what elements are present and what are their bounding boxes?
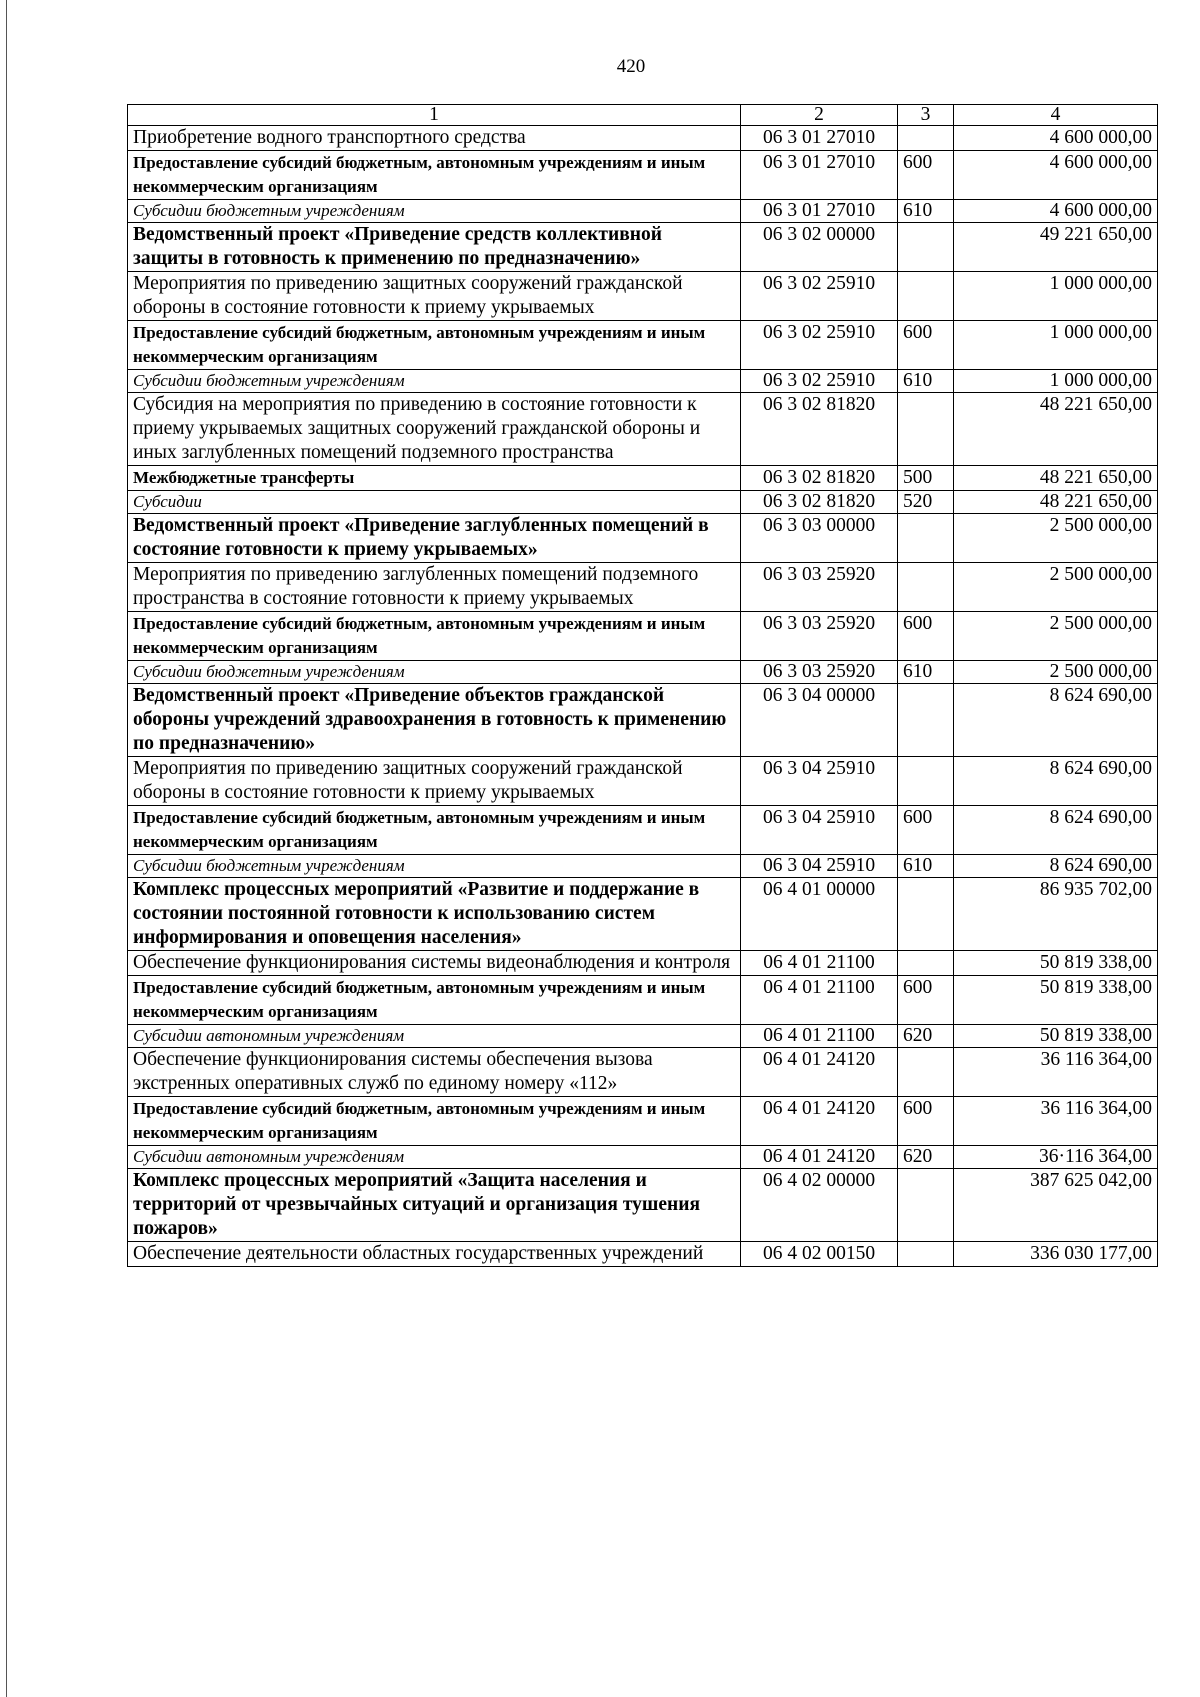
row-vr-cell: 610 [898, 855, 954, 878]
table-row [128, 1242, 1158, 1267]
table-row [128, 370, 1158, 393]
column-header-amount: 4 [954, 105, 1158, 126]
table-row [128, 491, 1158, 514]
row-code-cell: 06 3 04 25910 [741, 806, 898, 855]
row-code-cell: 06 4 01 21100 [741, 1025, 898, 1048]
row-code-cell: 06 3 02 00000 [741, 223, 898, 272]
row-code-cell: 06 4 02 00000 [741, 1169, 898, 1242]
table-row [128, 951, 1158, 976]
row-amount-cell: 36 116 364,00 [954, 1048, 1158, 1097]
row-vr-cell: 520 [898, 491, 954, 514]
row-code-cell: 06 3 04 25910 [741, 855, 898, 878]
table-row [128, 612, 1158, 661]
row-amount-cell: 2 500 000,00 [954, 612, 1158, 661]
row-amount-cell: 48 221 650,00 [954, 491, 1158, 514]
row-code-cell: 06 3 03 25920 [741, 563, 898, 612]
row-name-cell: Ведомственный проект «Приведение объектов гражданской обороны учреждений здравоохранения в готовность к применению по предназначению» [128, 684, 741, 757]
row-name-cell: Предоставление субсидий бюджетным, автономным учреждениям и иным некоммерческим организациям [128, 612, 741, 661]
row-name-cell: Мероприятия по приведению защитных сооружений гражданской обороны в состояние готовности к приему укрываемых [128, 272, 741, 321]
row-code-cell: 06 3 03 25920 [741, 661, 898, 684]
row-amount-cell: 4 600 000,00 [954, 151, 1158, 200]
row-code-cell: 06 4 01 21100 [741, 976, 898, 1025]
row-name-cell: Предоставление субсидий бюджетным, автономным учреждениям и иным некоммерческим организациям [128, 321, 741, 370]
row-vr-cell: 600 [898, 151, 954, 200]
column-header-name: 1 [128, 105, 741, 126]
row-code-cell: 06 3 02 81820 [741, 466, 898, 491]
table-body [128, 126, 1158, 1267]
row-name-cell: Предоставление субсидий бюджетным, автономным учреждениям и иным некоммерческим организациям [128, 806, 741, 855]
row-name-cell: Предоставление субсидий бюджетным, автономным учреждениям и иным некоммерческим организациям [128, 1097, 741, 1146]
row-amount-cell: 2 500 000,00 [954, 661, 1158, 684]
table-row [128, 393, 1158, 466]
row-vr-cell [898, 514, 954, 563]
row-vr-cell: 610 [898, 661, 954, 684]
page-number: 420 [616, 56, 646, 77]
row-vr-cell: 600 [898, 612, 954, 661]
row-code-cell: 06 3 02 81820 [741, 393, 898, 466]
row-amount-cell: 8 624 690,00 [954, 684, 1158, 757]
row-code-cell: 06 3 02 81820 [741, 491, 898, 514]
table-row [128, 855, 1158, 878]
row-vr-cell [898, 1169, 954, 1242]
table-row [128, 1025, 1158, 1048]
row-code-cell: 06 4 01 24120 [741, 1146, 898, 1169]
row-name-cell: Комплекс процессных мероприятий «Защита населения и территорий от чрезвычайных ситуаций и организация тушения пожаров» [128, 1169, 741, 1242]
row-code-cell: 06 4 02 00150 [741, 1242, 898, 1267]
row-amount-cell: 48 221 650,00 [954, 393, 1158, 466]
row-vr-cell [898, 757, 954, 806]
row-vr-cell: 600 [898, 976, 954, 1025]
row-amount-cell: 387 625 042,00 [954, 1169, 1158, 1242]
row-vr-cell: 620 [898, 1146, 954, 1169]
row-vr-cell [898, 684, 954, 757]
table-row [128, 976, 1158, 1025]
row-code-cell: 06 3 02 25910 [741, 370, 898, 393]
row-name-cell: Субсидии бюджетным учреждениям [128, 200, 741, 223]
row-amount-cell: 2 500 000,00 [954, 563, 1158, 612]
row-code-cell: 06 3 04 00000 [741, 684, 898, 757]
row-amount-cell: 8 624 690,00 [954, 806, 1158, 855]
row-vr-cell [898, 1048, 954, 1097]
row-code-cell: 06 3 01 27010 [741, 151, 898, 200]
row-name-cell: Субсидии автономным учреждениям [128, 1146, 741, 1169]
row-code-cell: 06 4 01 24120 [741, 1097, 898, 1146]
row-vr-cell: 610 [898, 200, 954, 223]
row-name-cell: Предоставление субсидий бюджетным, автономным учреждениям и иным некоммерческим организациям [128, 151, 741, 200]
row-amount-cell: 50 819 338,00 [954, 1025, 1158, 1048]
row-name-cell: Субсидии бюджетным учреждениям [128, 661, 741, 684]
row-name-cell: Субсидии [128, 491, 741, 514]
table-row [128, 514, 1158, 563]
row-amount-cell: 8 624 690,00 [954, 855, 1158, 878]
table-row [128, 878, 1158, 951]
row-amount-cell: 1 000 000,00 [954, 321, 1158, 370]
column-header-code: 2 [741, 105, 898, 126]
table-row [128, 272, 1158, 321]
table-row [128, 661, 1158, 684]
table-row [128, 321, 1158, 370]
row-code-cell: 06 3 03 00000 [741, 514, 898, 563]
row-vr-cell [898, 1242, 954, 1267]
row-name-cell: Субсидия на мероприятия по приведению в состояние готовности к приему укрываемых защитных сооружений гражданской обороны и иных заглубленных помещений подземного пространства [128, 393, 741, 466]
row-vr-cell [898, 878, 954, 951]
page-edge-line [6, 0, 7, 1697]
row-amount-cell: 8 624 690,00 [954, 757, 1158, 806]
row-name-cell: Ведомственный проект «Приведение заглубленных помещений в состояние готовности к приему укрываемых» [128, 514, 741, 563]
row-code-cell: 06 4 01 24120 [741, 1048, 898, 1097]
row-name-cell: Предоставление субсидий бюджетным, автономным учреждениям и иным некоммерческим организациям [128, 976, 741, 1025]
row-amount-cell: 4 600 000,00 [954, 126, 1158, 151]
row-amount-cell: 50 819 338,00 [954, 951, 1158, 976]
row-amount-cell: 86 935 702,00 [954, 878, 1158, 951]
table-row [128, 200, 1158, 223]
table-row [128, 1146, 1158, 1169]
row-name-cell: Обеспечение функционирования системы обеспечения вызова экстренных оперативных служб по единому номеру «112» [128, 1048, 741, 1097]
table-row [128, 757, 1158, 806]
column-header-vr: 3 [898, 105, 954, 126]
table-row [128, 684, 1158, 757]
row-vr-cell: 600 [898, 806, 954, 855]
row-amount-cell: 48 221 650,00 [954, 466, 1158, 491]
row-amount-cell: 1 000 000,00 [954, 272, 1158, 321]
row-vr-cell [898, 393, 954, 466]
table-row [128, 1048, 1158, 1097]
row-name-cell: Мероприятия по приведению защитных сооружений гражданской обороны в состояние готовности к приему укрываемых [128, 757, 741, 806]
budget-table [127, 104, 1158, 1267]
row-amount-cell: 2 500 000,00 [954, 514, 1158, 563]
row-amount-cell: 336 030 177,00 [954, 1242, 1158, 1267]
row-code-cell: 06 3 04 25910 [741, 757, 898, 806]
row-name-cell: Комплекс процессных мероприятий «Развитие и поддержание в состоянии постоянной готовности к использованию систем информирования и оповещения населения» [128, 878, 741, 951]
row-vr-cell: 600 [898, 1097, 954, 1146]
row-amount-cell: 1 000 000,00 [954, 370, 1158, 393]
row-name-cell: Ведомственный проект «Приведение средств коллективной защиты в готовность к применению по предназначению» [128, 223, 741, 272]
row-vr-cell: 600 [898, 321, 954, 370]
row-amount-cell: 50 819 338,00 [954, 976, 1158, 1025]
row-vr-cell [898, 563, 954, 612]
table-row [128, 1097, 1158, 1146]
row-name-cell: Мероприятия по приведению заглубленных помещений подземного пространства в состояние готовности к приему укрываемых [128, 563, 741, 612]
row-vr-cell: 610 [898, 370, 954, 393]
row-code-cell: 06 3 02 25910 [741, 321, 898, 370]
row-code-cell: 06 3 01 27010 [741, 126, 898, 151]
row-vr-cell [898, 223, 954, 272]
row-code-cell: 06 3 03 25920 [741, 612, 898, 661]
row-code-cell: 06 3 01 27010 [741, 200, 898, 223]
row-vr-cell: 620 [898, 1025, 954, 1048]
row-name-cell: Обеспечение функционирования системы видеонаблюдения и контроля [128, 951, 741, 976]
row-name-cell: Межбюджетные трансферты [128, 466, 741, 491]
row-amount-cell: 36 116 364,00 [954, 1097, 1158, 1146]
row-amount-cell: 49 221 650,00 [954, 223, 1158, 272]
row-amount-cell: 4 600 000,00 [954, 200, 1158, 223]
row-code-cell: 06 3 02 25910 [741, 272, 898, 321]
row-code-cell: 06 4 01 00000 [741, 878, 898, 951]
table-row [128, 563, 1158, 612]
table-row [128, 806, 1158, 855]
table-row [128, 466, 1158, 491]
row-vr-cell [898, 272, 954, 321]
row-vr-cell [898, 951, 954, 976]
row-name-cell: Субсидии автономным учреждениям [128, 1025, 741, 1048]
row-vr-cell: 500 [898, 466, 954, 491]
table-row [128, 151, 1158, 200]
row-name-cell: Приобретение водного транспортного средства [128, 126, 741, 151]
table-row [128, 1169, 1158, 1242]
row-vr-cell [898, 126, 954, 151]
row-name-cell: Субсидии бюджетным учреждениям [128, 370, 741, 393]
table-header-row [128, 105, 1158, 126]
row-amount-cell: 36·116 364,00 [954, 1146, 1158, 1169]
row-name-cell: Субсидии бюджетным учреждениям [128, 855, 741, 878]
row-name-cell: Обеспечение деятельности областных государственных учреждений [128, 1242, 741, 1267]
row-code-cell: 06 4 01 21100 [741, 951, 898, 976]
table-row [128, 126, 1158, 151]
table-row [128, 223, 1158, 272]
